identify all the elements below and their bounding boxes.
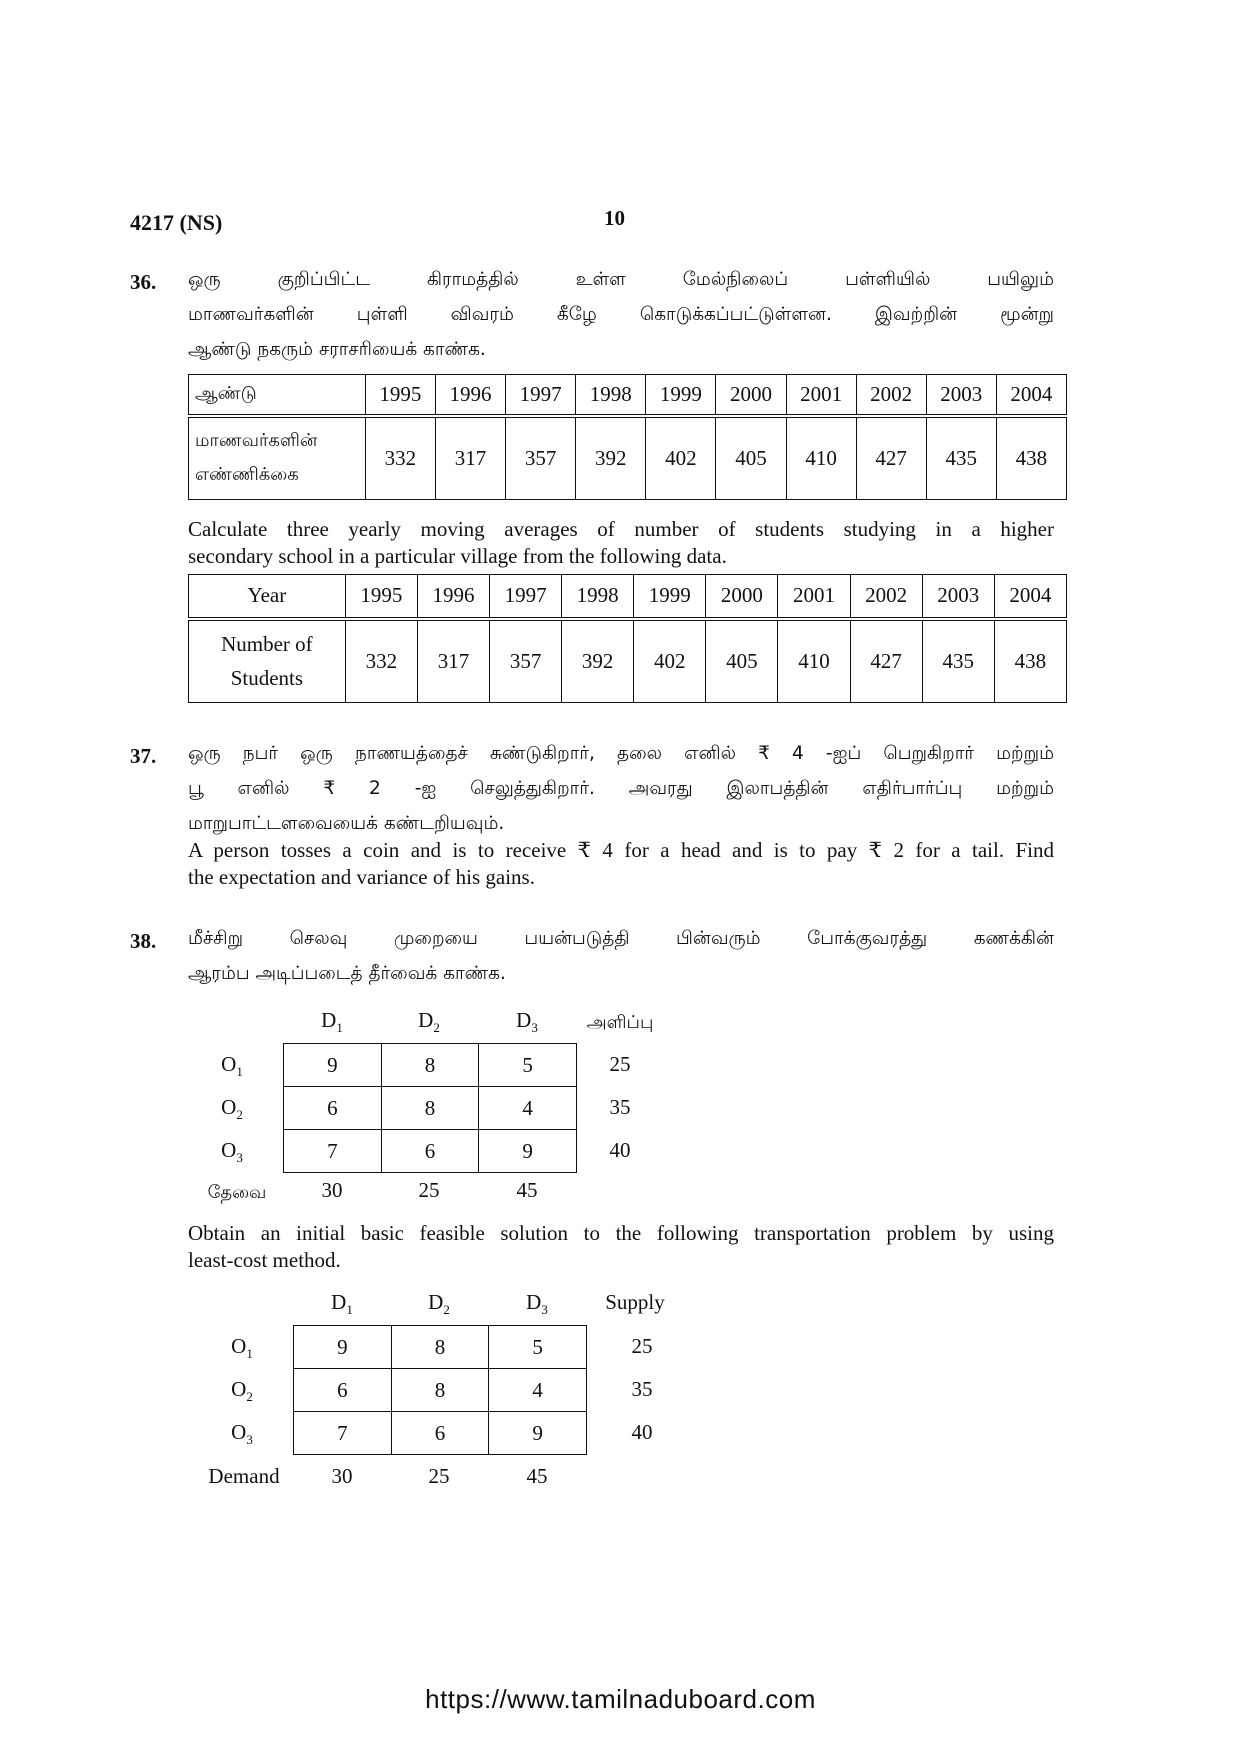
row-header (222, 1377, 262, 1405)
cell-year: 1998 (576, 375, 646, 416)
column-subscript: 1 (336, 1020, 343, 1036)
cell-year: 1995 (365, 375, 435, 416)
q38-tamil-line-2: ஆரம்ப அடிப்படைத் தீர்வைக் காண்க. (188, 963, 506, 984)
column-subscript: 2 (433, 1020, 440, 1036)
row-label-line: மாணவர்களின் (195, 430, 318, 452)
cell-students: 410 (778, 619, 850, 703)
column-header (507, 1008, 547, 1036)
row-label-year-ta: ஆண்டு (189, 375, 366, 416)
row-label-line: Students (230, 666, 304, 691)
demand-label-en: Demand (208, 1464, 280, 1488)
column-header (322, 1290, 362, 1318)
supply-value: 40 (609, 1138, 631, 1162)
cell-year: 1995 (345, 575, 417, 619)
demand-value: 30 (321, 1178, 343, 1202)
cost-cell: 9 (284, 1044, 382, 1087)
cell-year: 2004 (996, 375, 1066, 416)
cost-cell: 7 (284, 1130, 382, 1173)
cost-cell: 6 (391, 1412, 489, 1455)
cost-cell: 6 (284, 1087, 382, 1130)
cost-row (294, 1369, 587, 1412)
table-row-years (189, 375, 1067, 416)
column-subscript: 3 (541, 1302, 548, 1318)
row-label-students-ta (189, 416, 366, 500)
supply-value: 25 (631, 1334, 653, 1358)
cell-students: 427 (856, 416, 926, 500)
cell-students: 435 (922, 619, 994, 703)
row-letter: O (231, 1420, 247, 1444)
q38-english-text (188, 1220, 1054, 1274)
supply-label-en: Supply (605, 1290, 665, 1314)
q36-tamil-line-2: மாணவர்களின் புள்ளி விவரம் கீழே கொடுக்கப்பட்டுள்ளன. இவற்றின் மூன்று (188, 304, 1054, 325)
cost-cell: 5 (489, 1326, 587, 1369)
cell-students: 410 (786, 416, 856, 500)
cell-year: 2000 (716, 375, 786, 416)
row-header (212, 1052, 252, 1080)
q38-english-line-1: Obtain an initial basic feasible solution to the following transportation problem by using (188, 1221, 1054, 1245)
cell-students: 317 (435, 416, 505, 500)
q38-tamil-line-1: மீச்சிறு செலவு முறையை பயன்படுத்தி பின்வரும் போக்குவரத்து கணக்கின் (188, 928, 1054, 949)
demand-value: 45 (516, 1178, 538, 1202)
column-header (419, 1290, 459, 1318)
q38-english-line-2: least-cost method. (188, 1248, 341, 1272)
cell-year: 1996 (435, 375, 505, 416)
column-letter: D (526, 1290, 542, 1314)
supply-value: 25 (609, 1052, 631, 1076)
column-letter: D (516, 1008, 532, 1032)
q37-english-line-2: the expectation and variance of his gains. (188, 865, 535, 889)
cell-students: 405 (716, 416, 786, 500)
cell-year: 2002 (856, 375, 926, 416)
q37-tamil-line-3: மாறுபாட்டளவையைக் கண்டறியவும். (188, 813, 505, 834)
cell-year: 2003 (922, 575, 994, 619)
cost-cell: 6 (294, 1369, 392, 1412)
cell-year: 2004 (994, 575, 1066, 619)
cost-cell: 9 (294, 1326, 392, 1369)
q36-english-line-1: Calculate three yearly moving averages of number of students studying in a higher (188, 517, 1054, 541)
row-header (212, 1095, 252, 1123)
row-letter: O (221, 1052, 237, 1076)
column-subscript: 3 (531, 1020, 538, 1036)
q37-tamil-line-1: ஒரு நபர் ஒரு நாணயத்தைச் சுண்டுகிறார், தலை எனில் ₹ 4 -ஐப் பெறுகிறார் மற்றும் (188, 743, 1054, 764)
column-letter: D (428, 1290, 444, 1314)
q36-english-text (188, 516, 1054, 570)
q37-tamil-text (188, 736, 1054, 841)
cost-cell: 9 (479, 1130, 577, 1173)
demand-value: 30 (331, 1464, 353, 1488)
paper-code: 4217 (NS) (130, 210, 223, 235)
row-label-year-en: Year (189, 575, 346, 619)
row-subscript: 1 (246, 1346, 253, 1362)
cell-students: 435 (926, 416, 996, 500)
row-subscript: 1 (236, 1064, 243, 1080)
cell-students: 317 (417, 619, 489, 703)
row-subscript: 3 (236, 1150, 243, 1166)
supply-label-ta: அளிப்பு (586, 1012, 654, 1033)
cost-grid-ta (283, 1043, 577, 1173)
column-letter: D (321, 1008, 337, 1032)
cost-cell: 8 (391, 1369, 489, 1412)
footer-url[interactable]: https://www.tamilnaduboard.com (425, 1684, 816, 1714)
column-header (312, 1008, 352, 1036)
cell-students: 392 (576, 416, 646, 500)
cell-year: 2001 (778, 575, 850, 619)
cost-cell: 4 (479, 1087, 577, 1130)
cost-row (284, 1087, 577, 1130)
cell-students: 357 (506, 416, 576, 500)
row-subscript: 2 (246, 1389, 253, 1405)
row-label-students-en (189, 619, 346, 703)
cell-year: 1997 (506, 375, 576, 416)
demand-value: 25 (428, 1464, 450, 1488)
cost-cell: 7 (294, 1412, 392, 1455)
supply-value: 35 (631, 1377, 653, 1401)
q36-tamil-line-3: ஆண்டு நகரும் சராசரியைக் காண்க. (188, 339, 486, 360)
q36-tamil-table (188, 374, 1067, 500)
row-letter: O (221, 1095, 237, 1119)
q36-english-table (188, 574, 1067, 703)
cell-year: 1998 (562, 575, 634, 619)
column-header (517, 1290, 557, 1318)
cost-cell: 8 (381, 1044, 479, 1087)
cell-year: 2003 (926, 375, 996, 416)
row-subscript: 3 (246, 1432, 253, 1448)
cell-students: 438 (996, 416, 1066, 500)
supply-value: 35 (609, 1095, 631, 1119)
row-header (222, 1420, 262, 1448)
column-header (409, 1008, 449, 1036)
cost-cell: 8 (381, 1087, 479, 1130)
row-label-line: Number of (221, 632, 313, 657)
cell-students: 402 (646, 416, 716, 500)
cell-students: 392 (562, 619, 634, 703)
table-row-students (189, 416, 1067, 500)
question-number-36: 36. (130, 270, 157, 294)
q36-tamil-text (188, 262, 1054, 367)
q36-english-line-2: secondary school in a particular village from the following data. (188, 544, 727, 568)
cell-year: 1997 (490, 575, 562, 619)
cost-cell: 9 (489, 1412, 587, 1455)
q36-tamil-line-1: ஒரு குறிப்பிட்ட கிராமத்தில் உள்ள மேல்நிலைப் பள்ளியில் பயிலும் (188, 269, 1054, 290)
cost-grid-en (293, 1325, 587, 1455)
page-number: 10 (604, 206, 625, 230)
cell-students: 427 (850, 619, 922, 703)
cost-row (294, 1412, 587, 1455)
cell-students: 405 (706, 619, 778, 703)
cost-cell: 6 (381, 1130, 479, 1173)
cell-year: 2002 (850, 575, 922, 619)
row-header (212, 1138, 252, 1166)
q37-english-text (188, 837, 1054, 891)
demand-value: 45 (526, 1464, 548, 1488)
table-row-years (189, 575, 1067, 619)
q37-tamil-line-2: பூ எனில் ₹ 2 -ஐ செலுத்துகிறார். அவரது இலாபத்தின் எதிர்பார்ப்பு மற்றும் (188, 778, 1054, 799)
demand-value: 25 (418, 1178, 440, 1202)
cost-row (284, 1130, 577, 1173)
column-letter: D (418, 1008, 434, 1032)
question-number-37: 37. (130, 744, 157, 768)
cost-cell: 8 (391, 1326, 489, 1369)
cell-students: 402 (634, 619, 706, 703)
column-letter: D (331, 1290, 347, 1314)
cell-year: 1999 (646, 375, 716, 416)
cell-year: 1999 (634, 575, 706, 619)
cell-students: 332 (365, 416, 435, 500)
q37-english-line-1: A person tosses a coin and is to receive ₹ 4 for a head and is to pay ₹ 2 for a tail. Find (188, 838, 1054, 862)
row-header (222, 1334, 262, 1362)
cost-row (284, 1044, 577, 1087)
row-label-line: எண்ணிக்கை (195, 464, 299, 486)
cost-row (294, 1326, 587, 1369)
row-letter: O (231, 1377, 247, 1401)
q38-tamil-text (188, 921, 1054, 991)
cell-year: 1996 (417, 575, 489, 619)
supply-value: 40 (631, 1420, 653, 1444)
demand-label-ta: தேவை (207, 1182, 267, 1203)
column-subscript: 1 (346, 1302, 353, 1318)
cell-students: 332 (345, 619, 417, 703)
cost-cell: 4 (489, 1369, 587, 1412)
row-subscript: 2 (236, 1107, 243, 1123)
cell-students: 438 (994, 619, 1066, 703)
cell-year: 2000 (706, 575, 778, 619)
row-letter: O (221, 1138, 237, 1162)
cell-year: 2001 (786, 375, 856, 416)
column-subscript: 2 (443, 1302, 450, 1318)
cell-students: 357 (490, 619, 562, 703)
table-row-students (189, 619, 1067, 703)
question-number-38: 38. (130, 929, 157, 953)
row-letter: O (231, 1334, 247, 1358)
cost-cell: 5 (479, 1044, 577, 1087)
